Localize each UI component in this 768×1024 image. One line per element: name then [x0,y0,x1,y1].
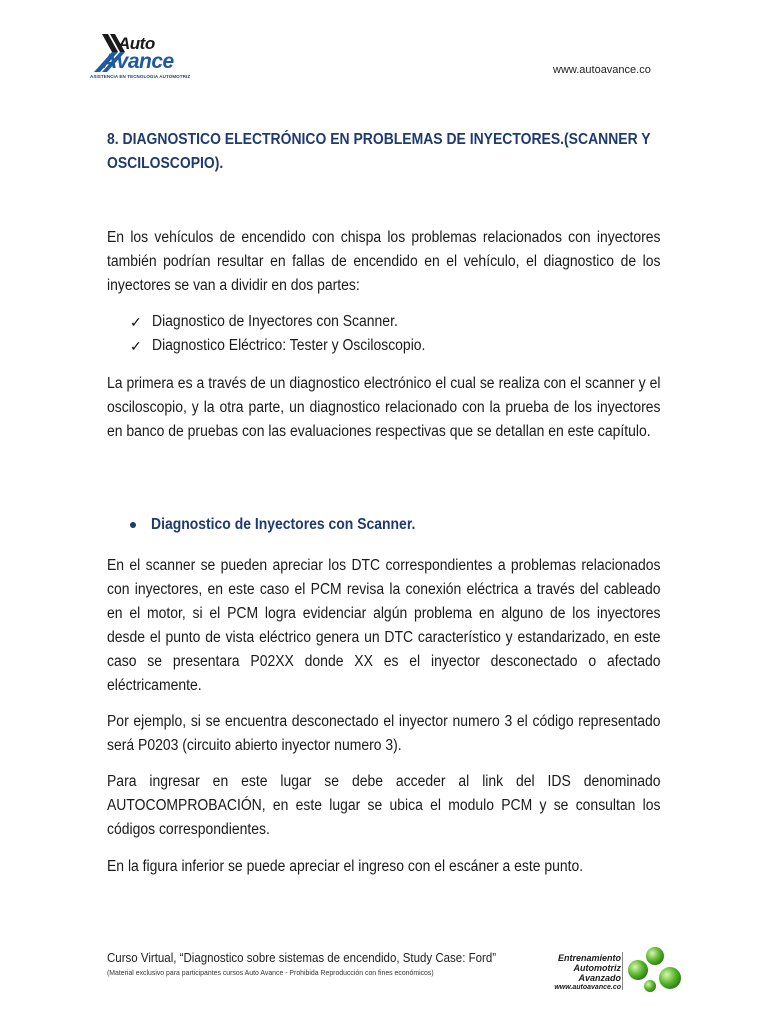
subheading-text: Diagnostico de Inyectores con Scanner. [151,516,416,533]
paragraph-6 [107,855,661,879]
footer-course-title: Curso Virtual, “Diagnostico sobre sistemas de encendido, Study Case: Ford” [107,951,497,965]
paragraph-5 [107,770,661,842]
auto-avance-logo [88,32,200,82]
intro-paragraph-text: En los vehículos de encendido con chispa los problemas relacionados con inyectores también podrían resultar en fallas de encendido en el vehículo, el diagnostico de los inyectores se van a dividir en dos partes: [107,229,661,294]
checklist-item-label: Diagnostico Eléctrico: Tester y Osciloscopio. [152,337,426,354]
footer-brand [541,953,621,993]
paragraph-4-text: Por ejemplo, si se encuentra desconectado el inyector numero 3 el código representado será P0203 (circuito abierto inyector numero 3). [107,713,661,754]
footer-divider [622,952,623,990]
logo-word-avance: Avance [102,50,174,73]
footer-brand-line: Entrenamiento [557,953,621,963]
green-globes-icon [626,946,684,994]
footer-note: (Material exclusivo para participantes cursos Auto Avance - Prohibida Reproducción con fines económicos) [107,968,434,977]
logo-tagline: ASISTENCIA EN TECNOLOGIA AUTOMOTRIZ [90,74,191,79]
paragraph-2 [107,372,661,444]
paragraph-3 [107,554,661,698]
checklist-item [130,310,456,334]
paragraph-5-text: Para ingresar en este lugar se debe acceder al link del IDS denominado AUTOCOMPROBACIÓN, en este lugar se ubica el modulo PCM y se consultan los códigos correspondientes. [107,773,661,838]
section-title: 8. DIAGNOSTICO ELECTRÓNICO EN PROBLEMAS DE INYECTORES.(SCANNER Y OSCILOSCOPIO). [107,131,651,172]
paragraph-6-text: En la figura inferior se puede apreciar el ingreso con el escáner a este punto. [107,858,584,875]
paragraph-2-text: La primera es a través de un diagnostico electrónico el cual se realiza con el scanner y el osciloscopio, y la otra parte, un diagnostico relacionado con la prueba de los inyectores en banco de pruebas con las evaluaciones respectivas que se detallan en este capítulo. [107,375,661,440]
paragraph-4 [107,710,661,758]
checklist-item [130,334,456,358]
paragraph-3-text: En el scanner se pueden apreciar los DTC correspondientes a problemas relacionados con inyectores, en este caso el PCM revisa la conexión eléctrica a través del cableado en el motor, si el PCM logra evidenciar algún problema en alguno de los inyectores desde el punto de vista eléctrico genera un DTC característico y estandarizado, en este caso se presentara P02XX donde XX es el inyector desconectado o afectado eléctricamente. [107,557,661,694]
checkmark-icon: ✓ [130,337,142,354]
intro-paragraph [107,226,661,298]
checkmark-icon: ✓ [130,313,142,330]
footer-brand-url: www.autoavance.co [554,984,621,991]
footer-brand-line: Automotriz [573,963,621,973]
bullet-icon [130,522,136,528]
logo-word-auto: Auto [118,34,155,53]
header-site-url: www.autoavance.co [553,64,651,76]
checklist [130,310,456,358]
footer-brand-line: Avanzado [578,973,621,983]
checklist-item-label: Diagnostico de Inyectores con Scanner. [152,313,398,330]
subheading [130,516,445,534]
